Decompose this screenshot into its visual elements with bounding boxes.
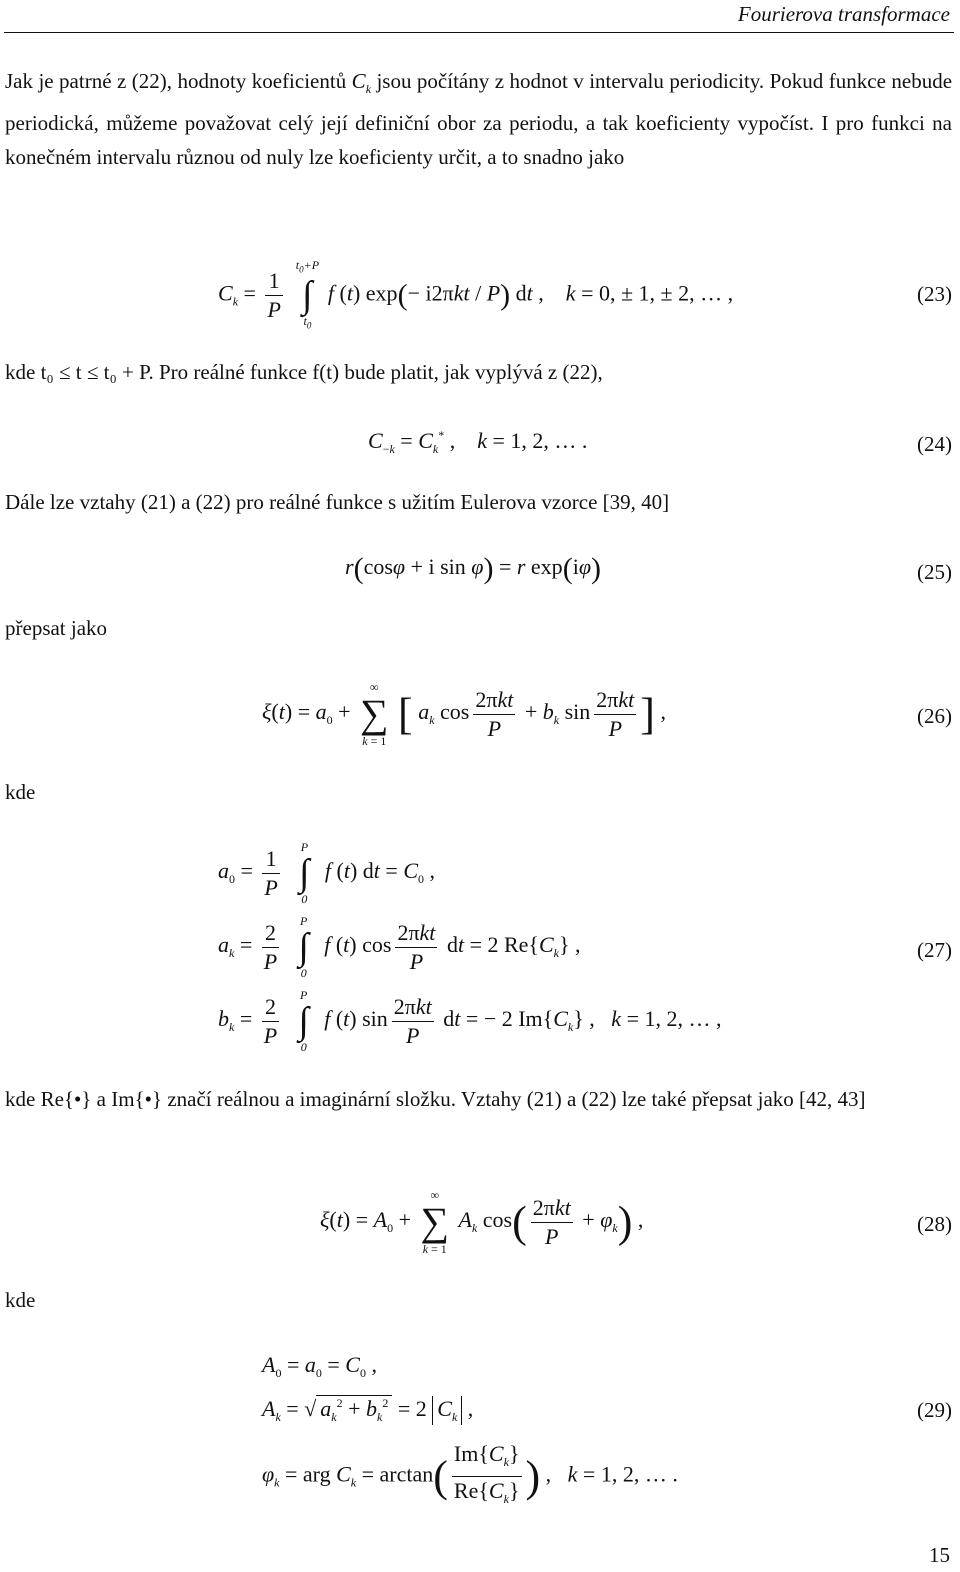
paragraph-2: kde t₀ ≤ t ≤ t₀ + P. Pro reálné funkce f(t) bude platit, jak vyplývá z (22), xyxy=(5,360,603,384)
equation-25: r(cosφ + i sin φ) = r exp(iφ) xyxy=(345,552,601,585)
equation-24: $C_{-k} = C_k^*$ , k = 1, 2, … . xyxy=(368,428,588,456)
paragraph-1-end: jsou počítány z hodnot v intervalu periodicity. Pokud xyxy=(371,69,824,93)
paragraph-6: kde Re{•} a Im{•} značí reálnou a imaginární složku. Vztahy (21) a (22) lze také přepsat jako [42, 43] xyxy=(5,1087,866,1111)
page-number: 15 xyxy=(929,1543,950,1567)
equation-number-28: (28) xyxy=(917,1212,952,1236)
equation-27-line-1: $a_0$ = $\frac{1}{P}$ P ∫ 0 f (t) dt = $C_0$ , xyxy=(218,840,436,906)
equation-27-line-3: $b_k$ = $\frac{2}{P}$ P ∫ 0 f (t) sin $\frac{\text{2πkt}}{P}$ dt = − 2 $Im\{C_k\}$ , k = 1, 2, … , xyxy=(218,988,722,1054)
symbol-ck: $C_k$ xyxy=(351,69,372,96)
paragraph-4: přepsat jako xyxy=(5,616,108,640)
paragraph-3: Dále lze vztahy (21) a (22) pro reálné funkce s užitím Eulerova vzorce [39, 40] xyxy=(5,490,670,514)
equation-29-line-1: $A_0 = a_0 = C_0$ , xyxy=(262,1352,377,1380)
paragraph-7: kde xyxy=(5,1288,36,1312)
equation-number-26: (26) xyxy=(917,704,952,728)
header-rule xyxy=(4,32,954,33)
equation-27-line-2: $a_k$ = $\frac{2}{P}$ P ∫ 0 f (t) cos $\frac{\text{2πkt}}{P}$ dt = 2 $Re\{C_k\}$ , xyxy=(218,914,581,980)
equation-29-line-3: $\varphi_k$ = arg $C_k = \arctan$( $\frac{Im\{C_k\}}{Re\{C_k\}}$ ) , k = 1, 2, … . xyxy=(262,1441,678,1506)
equation-number-25: (25) xyxy=(917,560,952,584)
equation-26: $\xi(t) = a_0$ + ∞ ∑ k = 1 [ $a_k$ cos $\frac{\text{2πkt}}{P}$ + $b_k$ sin $\frac{\text{2πkt}}{P}$ ] , xyxy=(262,680,666,748)
equation-number-27: (27) xyxy=(917,938,952,962)
equation-number-29: (29) xyxy=(917,1398,952,1422)
running-header: Fourierova transformace xyxy=(737,2,950,26)
equation-number-24: (24) xyxy=(917,432,952,456)
equation-number-23: (23) xyxy=(917,282,952,306)
paragraph-1-rest: funkce nebude periodická, můžeme považovat celý její definiční obor za periodu, a tak koeficienty vypočíst. I pro funkci na konečném intervalu různou od nuly lze koeficienty určit, a to snadno jako xyxy=(5,69,953,169)
equation-29-line-2: $A_k$ = √ $a_k^2 + b_k^2 = 2$ $C_k$ , xyxy=(262,1396,474,1424)
equation-28: $\xi(t) = A_0$ + ∞ ∑ k = 1 $A_k$ cos( $\frac{\text{2πkt}}{P}$ + $\varphi_k$) , xyxy=(320,1188,644,1256)
paragraph-1 xyxy=(5,64,952,174)
paragraph-1-start: Jak je patrné z (22), hodnoty koeficientů xyxy=(5,69,352,93)
paragraph-5: kde xyxy=(5,780,36,804)
equation-23: $C_k$ = $\frac{1}{P}$ $t_0+P$ ∫ $t_0$ f (t) exp(− i2πkt / P) dt , k = 0, ± 1, ± 2, … , xyxy=(218,258,734,331)
